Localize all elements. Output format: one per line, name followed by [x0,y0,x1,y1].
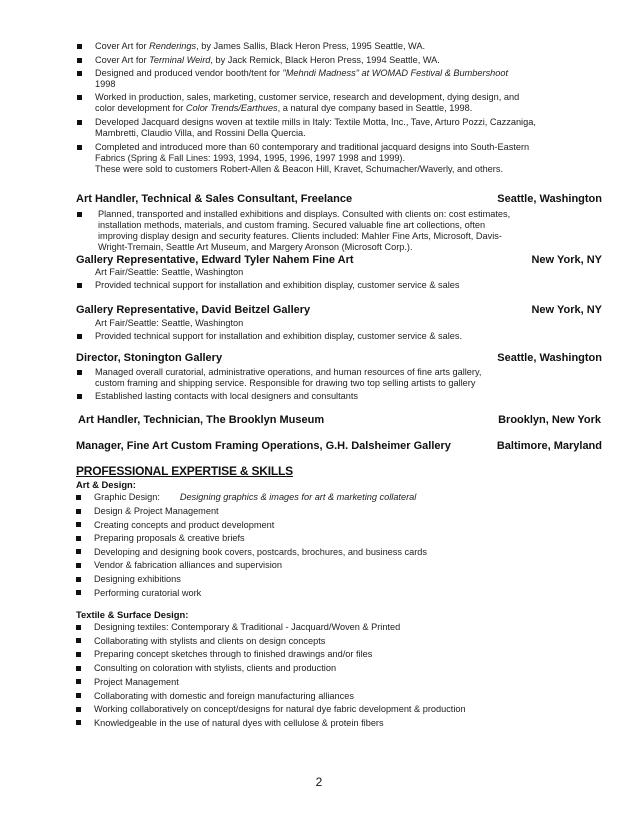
bullet-icon [77,334,82,339]
list-item: Project Management [94,677,179,688]
job-location: Baltimore, Maryland [496,440,602,452]
bullet-icon [76,707,81,712]
list-item: Designing textiles: Contemporary & Traditional - Jacquard/Woven & Printed [94,622,400,633]
bullet-icon [77,370,82,375]
bullet-icon [76,495,81,500]
list-item: Established lasting contacts with local designers and consultants [95,391,358,402]
bullet-icon [77,44,82,49]
bullet-icon [77,120,82,125]
list-item: Working collaboratively on concept/designs for natural dye fabric development & production [94,704,466,715]
list-item: Consulting on coloration with stylists, clients and production [94,663,336,674]
list-item: Developed Jacquard designs woven at textile mills in Italy: Textile Motta, Inc., Tave, Arturo Pozzi, Cazzaniga, Mambretti, Claudio Villa, and Rossini Della Quercia. [95,117,536,139]
job-title: Gallery Representative, Edward Tyler Nahem Fine Art [76,254,354,266]
job-location: Brooklyn, New York [498,414,601,426]
list-item: Collaborating with domestic and foreign manufacturing alliances [94,691,354,702]
bullet-icon [76,522,81,527]
list-item: Vendor & fabrication alliances and supervision [94,560,282,571]
bullet-icon [77,283,82,288]
job-heading [76,304,602,316]
bullet-icon [76,563,81,568]
bullet-icon [76,509,81,514]
list-item: Completed and introduced more than 60 contemporary and traditional jacquard designs into South-Eastern Fabrics (Spring & Fall Lines: 1993, 1994, 1995, 1996, 1997 1998 and 1999). These were sold to customers Robert-Allen & Beacon Hill, Kravet, Schumacher/Waverly, and others. [95,142,529,175]
bullet-icon [77,394,82,399]
job-location: Seattle, Washington [497,352,602,364]
job-title: Art Handler, Technical & Sales Consultant, Freelance [76,193,353,205]
bullet-icon [76,590,81,595]
job-location: New York, NY [531,304,602,316]
bullet-icon [77,71,82,76]
job-title: Manager, Fine Art Custom Framing Operations, G.H. Dalsheimer Gallery [76,440,451,452]
list-item: Design & Project Management [94,506,219,517]
bullet-icon [77,145,82,150]
bullet-icon [76,652,81,657]
bullet-icon [77,95,82,100]
bullet-icon [76,638,81,643]
job-subtitle: Art Fair/Seattle: Seattle, Washington [95,318,244,328]
list-item: Preparing concept sketches through to finished drawings and/or files [94,649,372,660]
list-item: Cover Art for Terminal Weird, by Jack Remick, Black Heron Press, 1994 Seattle, WA. [95,55,440,66]
job-heading [78,414,601,426]
subsection-heading: Textile & Surface Design: [76,609,189,620]
list-item: Cover Art for Renderings, by James Sallis, Black Heron Press, 1995 Seattle, WA. [95,41,425,52]
bullet-icon [76,679,81,684]
job-subtitle: Art Fair/Seattle: Seattle, Washington [95,267,244,277]
list-item: Worked in production, sales, marketing, customer service, research and development, dying design, and color development for Color Trends/Earthues, a natural dye company based in Seattle, 1998. [95,92,519,114]
list-item: Designed and produced vendor booth/tent for "Mehndi Madness" at WOMAD Festival & Bumbershoot 1998 [95,68,508,90]
bullet-icon [77,212,82,217]
job-title: Director, Stonington Gallery [76,352,223,364]
list-item: Knowledgeable in the use of natural dyes with cellulose & protein fibers [94,718,384,729]
list-item: Preparing proposals & creative briefs [94,533,245,544]
list-item: Provided technical support for installation and exhibition display, customer service & sales [95,280,459,291]
list-item: Creating concepts and product development [94,520,274,531]
list-item: Graphic Design: Designing graphics & images for art & marketing collateral [94,492,416,503]
list-item: Collaborating with stylists and clients on design concepts [94,636,325,647]
bullet-icon [76,666,81,671]
job-title: Art Handler, Technician, The Brooklyn Museum [78,414,325,426]
list-item: Designing exhibitions [94,574,181,585]
subsection-heading: Art & Design: [76,479,136,490]
bullet-icon [76,693,81,698]
list-item: Managed overall curatorial, administrative operations, and human resources of fine arts gallery, custom framing and shipping service. Responsible for drawing two top selling artists to gallery [95,367,481,389]
job-heading [76,440,602,452]
bullet-icon [76,577,81,582]
job-heading [76,193,602,205]
list-item: Developing and designing book covers, postcards, brochures, and business cards [94,547,427,558]
job-heading [76,352,602,364]
job-location: New York, NY [531,254,602,266]
page-number: 2 [315,775,323,789]
bullet-icon [76,625,81,630]
list-item: Provided technical support for installation and exhibition display, customer service & sales. [95,331,462,342]
list-item: Planned, transported and installed exhibitions and displays. Consulted with clients on: cost estimates, installation methods, materials, and custom framing. Secured valuable fine art collections, often improving display design and security features. Clients included: Mahler Fine Arts, Microsoft, Davis- Wright-Tremain, Seattle Art Museum, and Margery Aronson (Microsoft Corp.). [98,209,510,253]
job-heading [76,254,602,266]
job-title: Gallery Representative, David Beitzel Gallery [76,304,311,316]
bullet-icon [76,720,81,725]
bullet-icon [77,58,82,63]
section-title: PROFESSIONAL EXPERTISE & SKILLS [76,464,293,478]
job-location: Seattle, Washington [497,193,602,205]
bullet-icon [76,549,81,554]
bullet-icon [76,536,81,541]
list-item: Performing curatorial work [94,588,201,599]
